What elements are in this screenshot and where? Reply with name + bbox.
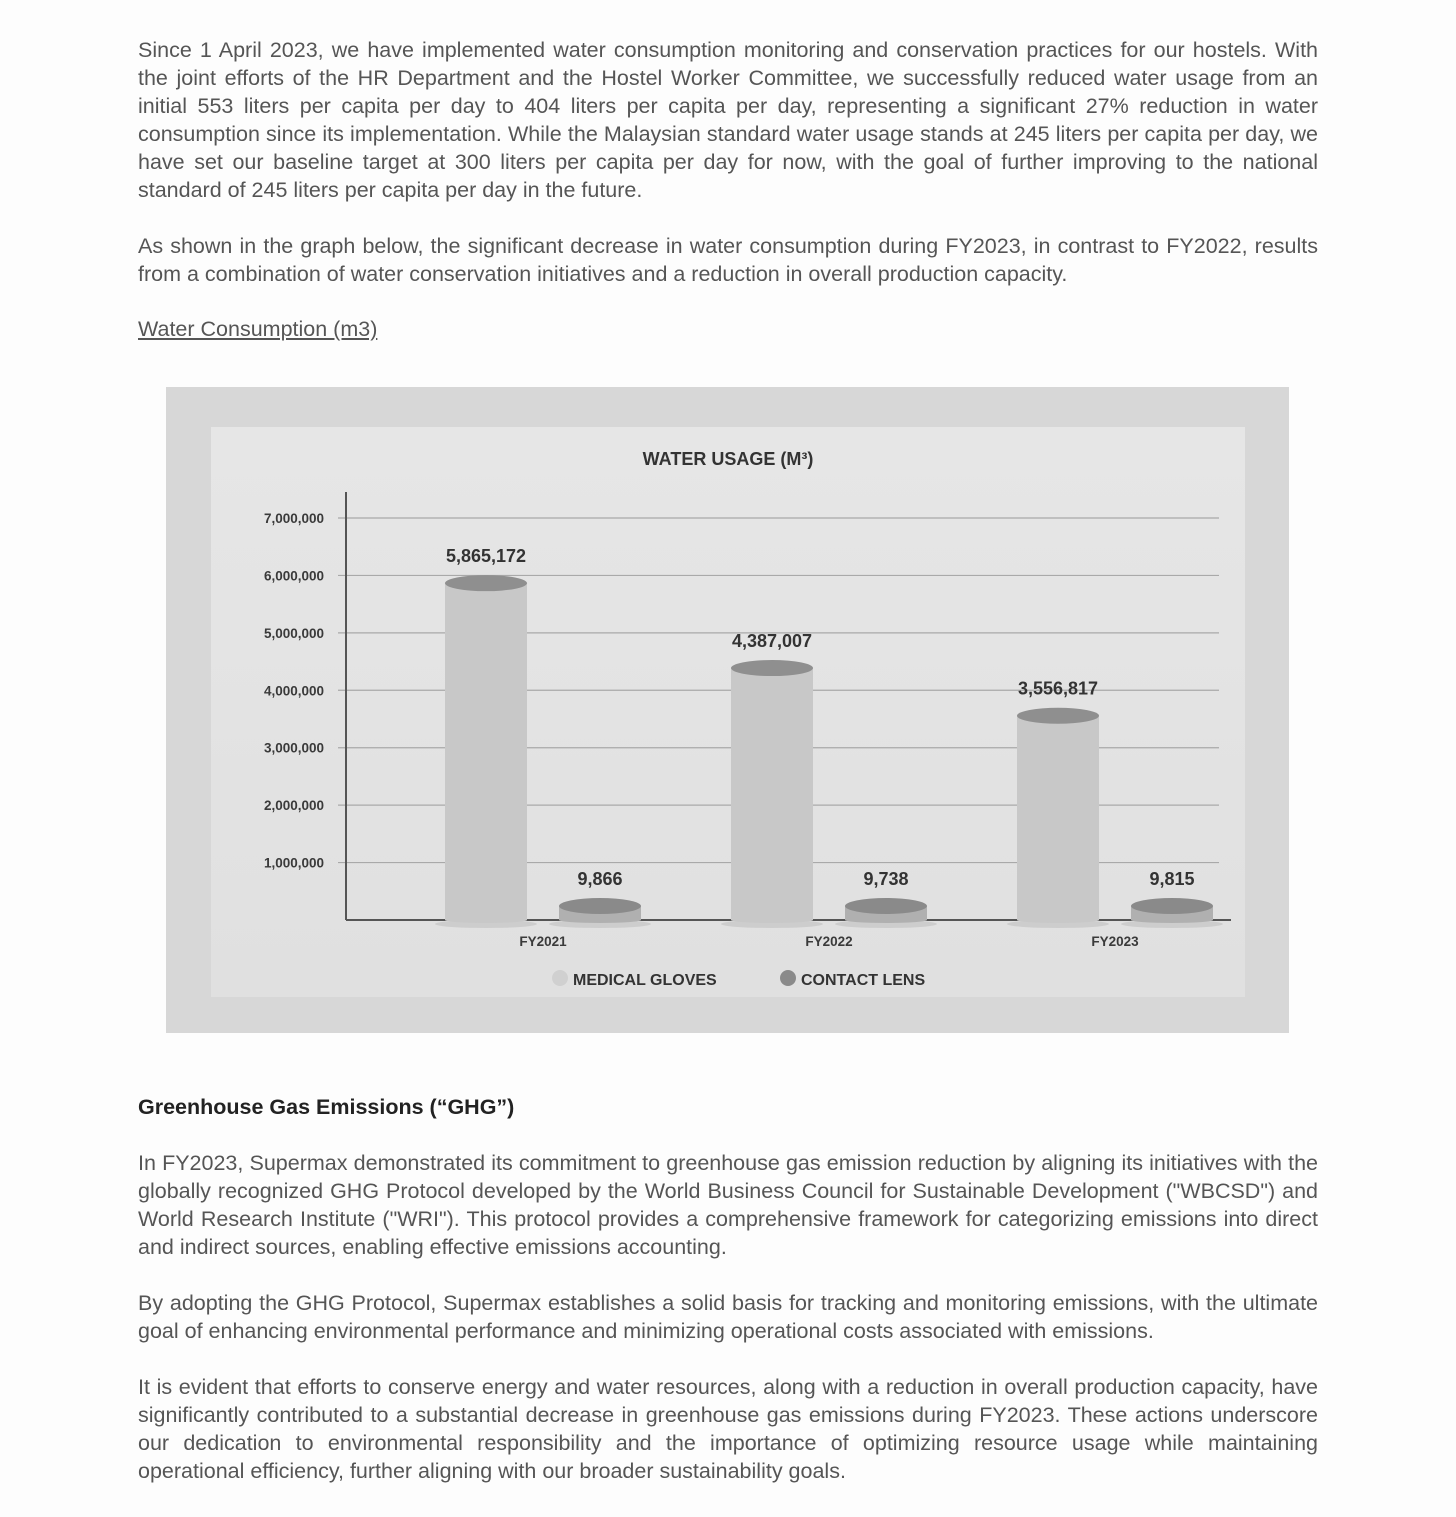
ghg-heading: Greenhouse Gas Emissions (“GHG”)	[138, 1095, 515, 1119]
x-tick-label: FY2021	[519, 934, 567, 949]
y-tick-label: 4,000,000	[263, 683, 324, 699]
legend-marker	[780, 970, 796, 986]
data-label: 4,387,007	[731, 631, 813, 652]
bar-base	[1131, 917, 1213, 923]
bar-base	[1017, 917, 1099, 923]
bar-top	[845, 898, 927, 914]
data-label: 3,556,817	[1017, 678, 1099, 699]
bar-base	[731, 917, 813, 923]
y-tick-label: 3,000,000	[263, 740, 324, 756]
bar-top	[731, 660, 813, 676]
water-usage-chart	[166, 387, 1289, 1033]
x-tick-label: FY2023	[1091, 934, 1139, 949]
data-label: 9,738	[863, 869, 909, 889]
bar	[445, 583, 527, 920]
bar-top	[445, 575, 527, 591]
data-label: 9,866	[577, 869, 623, 889]
intro-paragraph: Since 1 April 2023, we have implemented water consumption monitoring and conservation practices for our hostels. With the joint efforts of the HR Department and the Hostel Worker Committee, we successfully reduced water usage from an initial 553 liters per capita per day to 404 liters per capita per day, representing a significant 27% reduction in water consumption since its implementation. While the Malaysian standard water usage stands at 245 liters per capita per day, we have set our baseline target at 300 liters per capita per day for now, with the goal of further improving to the national standard of 245 liters per capita per day in the future.	[138, 38, 1318, 202]
bar	[1017, 716, 1099, 920]
bar-base	[445, 917, 527, 923]
y-tick-label: 7,000,000	[263, 511, 324, 526]
bar-top	[1131, 898, 1213, 914]
legend-label: CONTACT LENS	[801, 972, 926, 989]
y-tick-label: 6,000,000	[263, 568, 324, 584]
x-tick-label: FY2022	[805, 934, 853, 949]
data-label: 9,815	[1149, 869, 1195, 889]
bar-base	[559, 917, 641, 923]
ghg-paragraph-2: By adopting the GHG Protocol, Supermax establishes a solid basis for tracking and monitoring emissions, with the ultimate goal of enhancing environmental performance and minimizing operational costs associated with emissions.	[138, 1291, 1318, 1343]
chart-caption: Water Consumption (m3)	[138, 317, 378, 341]
y-tick-label: 5,000,000	[263, 625, 324, 641]
legend-marker	[552, 970, 568, 986]
legend-label: MEDICAL GLOVES	[573, 972, 717, 989]
bar-top	[559, 898, 641, 914]
bar-top	[1017, 708, 1099, 724]
y-tick-label: 1,000,000	[263, 855, 324, 871]
chart-title: WATER USAGE (M³)	[642, 449, 814, 469]
ghg-paragraph-1: In FY2023, Supermax demonstrated its commitment to greenhouse gas emission reduction by aligning its initiatives with the globally recognized GHG Protocol developed by the World Business Council for Sustainable Development ("WBCSD") and World Research Institute ("WRI"). This protocol provides a comprehensive framework for categorizing emissions into direct and indirect sources, enabling effective emissions accounting.	[138, 1151, 1318, 1259]
ghg-paragraph-3: It is evident that efforts to conserve energy and water resources, along with a reduction in overall production capacity, have significantly contributed to a substantial decrease in greenhouse gas emissions during FY2023. These actions underscore our dedication to environmental responsibility and the importance of optimizing resource usage while maintaining operational efficiency, further aligning with our broader sustainability goals.	[138, 1375, 1318, 1483]
bar	[731, 668, 813, 920]
bar-base	[845, 917, 927, 923]
data-label: 5,865,172	[445, 546, 527, 567]
y-tick-label: 2,000,000	[263, 798, 324, 814]
graph-intro-paragraph: As shown in the graph below, the significant decrease in water consumption during FY2023, in contrast to FY2022, results from a combination of water conservation initiatives and a reduction in overall production capacity.	[138, 234, 1318, 286]
